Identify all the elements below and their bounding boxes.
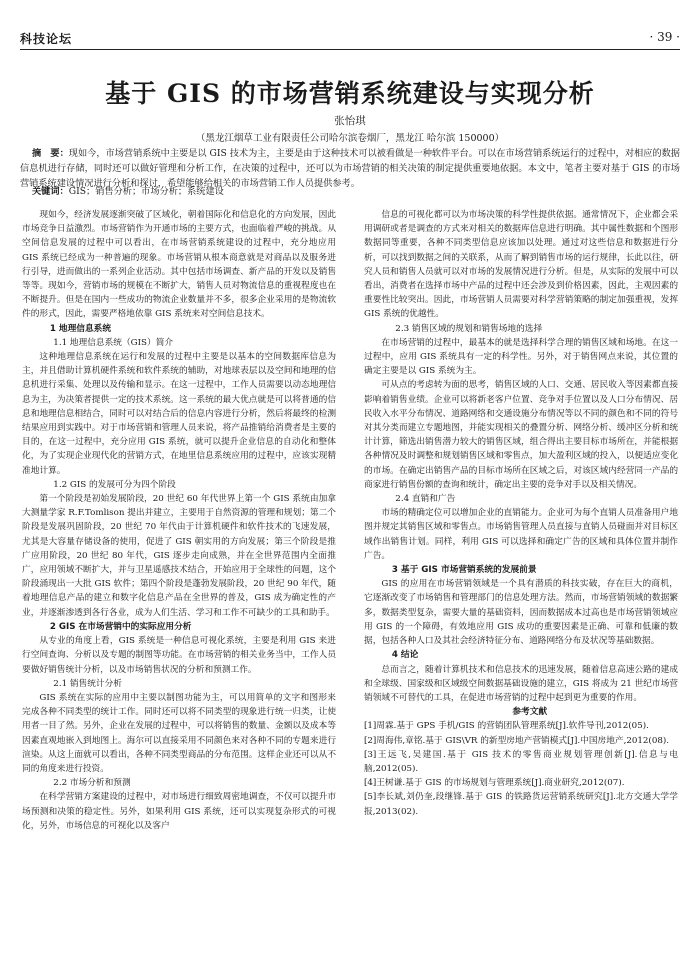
- paper-title: 基于 GIS 的市场营销系统建设与实现分析: [105, 79, 595, 108]
- paragraph: 从专业的角度上看，GIS 系统是一种信息可视化系统，主要是利用 GIS 来进行空间查询、分析以及专题的制图等功能。在市场营销的相关业务当中，工作人员要做好销售统计分析，以及市场销售状况的分析和预测工作。: [22, 636, 336, 675]
- journal-column-name: 科技论坛: [20, 32, 73, 46]
- page-header: [20, 30, 680, 54]
- reference-item: [4]王树谦.基于 GIS 的市场规划与管理系统[J].商业研究,2012(07).: [364, 778, 625, 789]
- subsection-heading: 2.1 销售统计分析: [53, 678, 122, 689]
- paragraph: 市场的精确定位可以增加企业的直销能力。企业可为每个直销人员准备用户地图并规定其销售区域和零售点。市场销售管理人员直接与直销人员碰面并对目标区域作出销售计划。同样，利用 GIS 可以选择和确定广告的区域和具体位置并制作广告。: [364, 508, 678, 561]
- paragraph: 这种地理信息系统在运行和发展的过程中主要是以基本的空间数据库信息为主，并且借助计算机硬件系统和软件系统的辅助，对地球表层以及空间和地理的信息机进行采集、处理以及传输和显示。在这一过程中，工作人员需要以动态地理信息为主，为决策者提供一定的技术系统。这一系统的最大优点就是可以将普通的信息和地理信息相结合，同时可以对结合后的信息内容进行分析，然后将最终的检测结果应用到实践中。对于市场营销和管理人员来说，将产品推销给消费者是主要的目的，在这一过程中，充分应用 GIS 系统，就可以提升企业信息的自动化和整体化，为了实现企业现代化的营销方式，在地里信息系统应用的过程中，应该实现精准地计算。: [22, 352, 336, 476]
- paragraph: 总而言之，随着计算机技术和信息技术的迅速发展，随着信息高速公路的建成和全球级、国家级和区域级空间数据基础设施的建立，GIS 将成为 21 世纪市场营销领域不可替代的工具，在促进市场营销的过程中起到更为重要的作用。: [364, 664, 678, 703]
- keywords-text: GIS；销售分析；市场分析；系统建设: [68, 186, 224, 197]
- section-heading: 3 基于 GIS 市场营销系统的发展前景: [391, 565, 537, 576]
- affiliation: （黑龙江烟草工业有限责任公司哈尔滨卷烟厂，黑龙江 哈尔滨 150000）: [195, 133, 505, 144]
- subsection-heading: 1.2 GIS 的发展可分为四个阶段: [53, 479, 176, 490]
- paragraph: 在科学营销方案建设的过程中，对市场进行细致周密地调查，不仅可以提升市场预测和决策的稳定性。另外，如果利用 GIS 系统，还可以实现复杂形式的可视化，另外，市场信息的可视化以及客户: [22, 792, 336, 831]
- paragraph: 可从点的考虑转为面的思考，销售区域的人口、交通、居民收入等因素都直接影响着销售业绩。企业可以将新老客户位置、竞争对手位置以及人口分布情况、居民收入水平分布情况、道路网络和交通设施分布情况等以不同的颜色和不同的符号对其分类而建立专题地图，并能实现相关的叠置分析、网络分析、缓冲区分析和统计计算，筛选出销售潜力较大的销售区域，组合得出主要目标市场所在，并能根据各种情况及时调整和规划销售区域和零售点，加大盈利区域的投入，以便适应变化的市场。在确定出销售产品的目标市场所在区域之后，对该区域内经营同一产品的商家进行销售份额的查询和统计，确定出主要的竞争对手以及相关情况。: [364, 380, 678, 490]
- subsection-heading: 1.1 地理信息系统（GIS）简介: [53, 337, 174, 348]
- paragraph: 第一个阶段是初始发展阶段，20 世纪 60 年代世界上第一个 GIS 系统由加拿大测量学家 R.F.Tomlison 提出并建立，主要用于自然资源的管理和规划；第二个阶段是发展巩固阶段，20 世纪 70 年代由于计算机硬件和软件技术的飞速发展，尤其是大容量存储设备的使用，促进了 GIS 朝实用的方向发展；第三个阶段是推广应用阶段，20 世纪 80 年代，GIS 逐步走向成熟，并在全世界范围内全面推广，应用领域不断扩大，并与卫星遥感技术结合，开始应用于全球性的问题，这个阶段涌现出一大批 GIS 软件；第四个阶段是蓬勃发展阶段，20 世纪 90 年代，随着地理信息产品的建立和数字化信息产品在全世界的普及，GIS 成为确定性的产业，并逐渐渗透到各行各业，成为人们生活、学习和工作不可缺少的工具和助手。: [22, 494, 336, 618]
- paragraph: 信息的可视化都可以为市场决策的科学性提供依据。通常情况下，企业都会采用调研或者是调查的方式来对相关的数据库信息进行明确。其中属性数据和个图形数据同等重要，各种不同类型信息应该加以处理。通过对这些信息和数据进行分析，可以找到数据之间的关联系，从而了解到销售市场的运行规律，长此以往，研究人员和销售人员就可以对市场的发展情况进行分析。但是，从实际的发展中可以看出，消费者在选择市场中产品的过程中还会涉及到价格因素，因此，主观因素的重要性比较突出。因此，市场营销人员需要对科学营销策略的制定加强重视，发挥 GIS 系统的优越性。: [364, 210, 678, 320]
- subsection-heading: 2.4 直销和广告: [395, 494, 456, 505]
- page-number: · 39 ·: [649, 30, 680, 44]
- right-column: [364, 208, 678, 819]
- keywords: [32, 184, 680, 199]
- section-heading: 1 地理信息系统: [49, 323, 112, 334]
- subsection-heading: 2.3 销售区域的规划和销售场地的选择: [395, 323, 543, 334]
- reference-item: [3]王远飞,吴建国.基于 GIS 技术的零售商业规划管理创新[J].信息与电脑,2012(05).: [364, 749, 678, 774]
- paragraph: GIS 系统在实际的应用中主要以制图功能为主，可以用简单的文字和图形来完成各种不同类型的统计工作。同时还可以将不同类型的现象进行统一归类，让使用者一目了然。另外，企业在发展的过程中，可以将销售的数量、金额以及成本等因素直观地嵌入到地图上。海尔可以直接采用不同颜色来对各种不同的专题来进行渲染。从这上面就可以看出，各种不同类型商品的分布范围。这样企业还可以从不同的角度来进行投资。: [22, 692, 336, 774]
- abstract-label: 摘 要：: [32, 148, 69, 159]
- reference-item: [1]周霖.基于 GPS 手机/GIS 的营销团队管理系统[J].软件导刊,2012(05).: [364, 721, 649, 732]
- section-heading: 2 GIS 在市场营销中的实际应用分析: [49, 621, 192, 632]
- section-heading: 4 结论: [391, 650, 419, 661]
- reference-item: [2]周海伟,章铭.基于 GIS\VR 的新型房地产营销模式[J].中国房地产,2012(08).: [364, 735, 670, 746]
- keywords-label: 关键词：: [32, 186, 69, 197]
- author: 张怡琪: [334, 115, 366, 127]
- header-rule: [20, 49, 680, 50]
- paragraph: 在市场营销的过程中，最基本的就是选择科学合理的销售区域和场地。在这一过程中，应用 GIS 系统具有一定的科学性。另外，对于销售网点来说，其位置的确定主要是以 GIS 系统为主。: [364, 337, 678, 377]
- paragraph: GIS 的应用在市场营销领域是一个具有潜质的科技实破，存在巨大的商机，它逐渐改变了市场销售和管理部门的信息处理方法。然而，市场营销领域的数据繁多，数据类型复杂，需要大量的基础资料，因而数据成本过高也是市场营销领域应用 GIS 的一个障碍，有效地应用 GIS 成功的重要因素是正确、可靠和低廉的数据，包括各种人口及其社会经济特征分布、道路网络分布及状况等基础数据。: [364, 579, 678, 647]
- subsection-heading: 2.2 市场分析和预测: [53, 778, 131, 789]
- abstract-text: 现如今，市场营销系统中主要是以 GIS 技术为主，主要是由于这种技术可以被看做是一种软件平台。可以在市场营销系统运行的过程中，对相应的数据信息机进行存储，同时还可以做好管理和分析工作，在决策的过程中，还可以为市场营销的相关决策的制定提供重要地依据。本文中，笔者主要对基于 GIS 的市场营销系统建设情况进行分析和探讨，希望能够给相关的市场营销工作人员提供参考。: [20, 148, 680, 189]
- references-title: 参考文献: [512, 707, 548, 718]
- left-column: [22, 208, 336, 833]
- reference-item: [5]李长斌,刘仍奎,段继锋.基于 GIS 的铁路货运营销系统研究[J].北方交通大学学报,2013(02).: [364, 792, 678, 817]
- paragraph: 现如今，经济发展逐渐突破了区域化，朝着国际化和信息化的方向发展，因此市场竞争日益激烈。市场营销作为开通市场的主要方式，也面临着严峻的挑战。从空间信息发展的过程中可以看出，在市场营销系统建设的过程中，充分地应用 GIS 系统已经成为一种普遍的现象。市场营销从根本商意就是对商品以及服务进行引导，进而做出的一系列企业活动。其中包括市场调查、新产品的开发以及销售等等。现如今，营销市场的规模在不断扩大，销售人员对物流信息的重视程度也在不断提升。但是在国内一些成功的物流企业数量并不多，很多企业采用的是物流软件的形式，因此，需要严格地依靠 GIS 系统来对空间信息技术。: [22, 210, 336, 320]
